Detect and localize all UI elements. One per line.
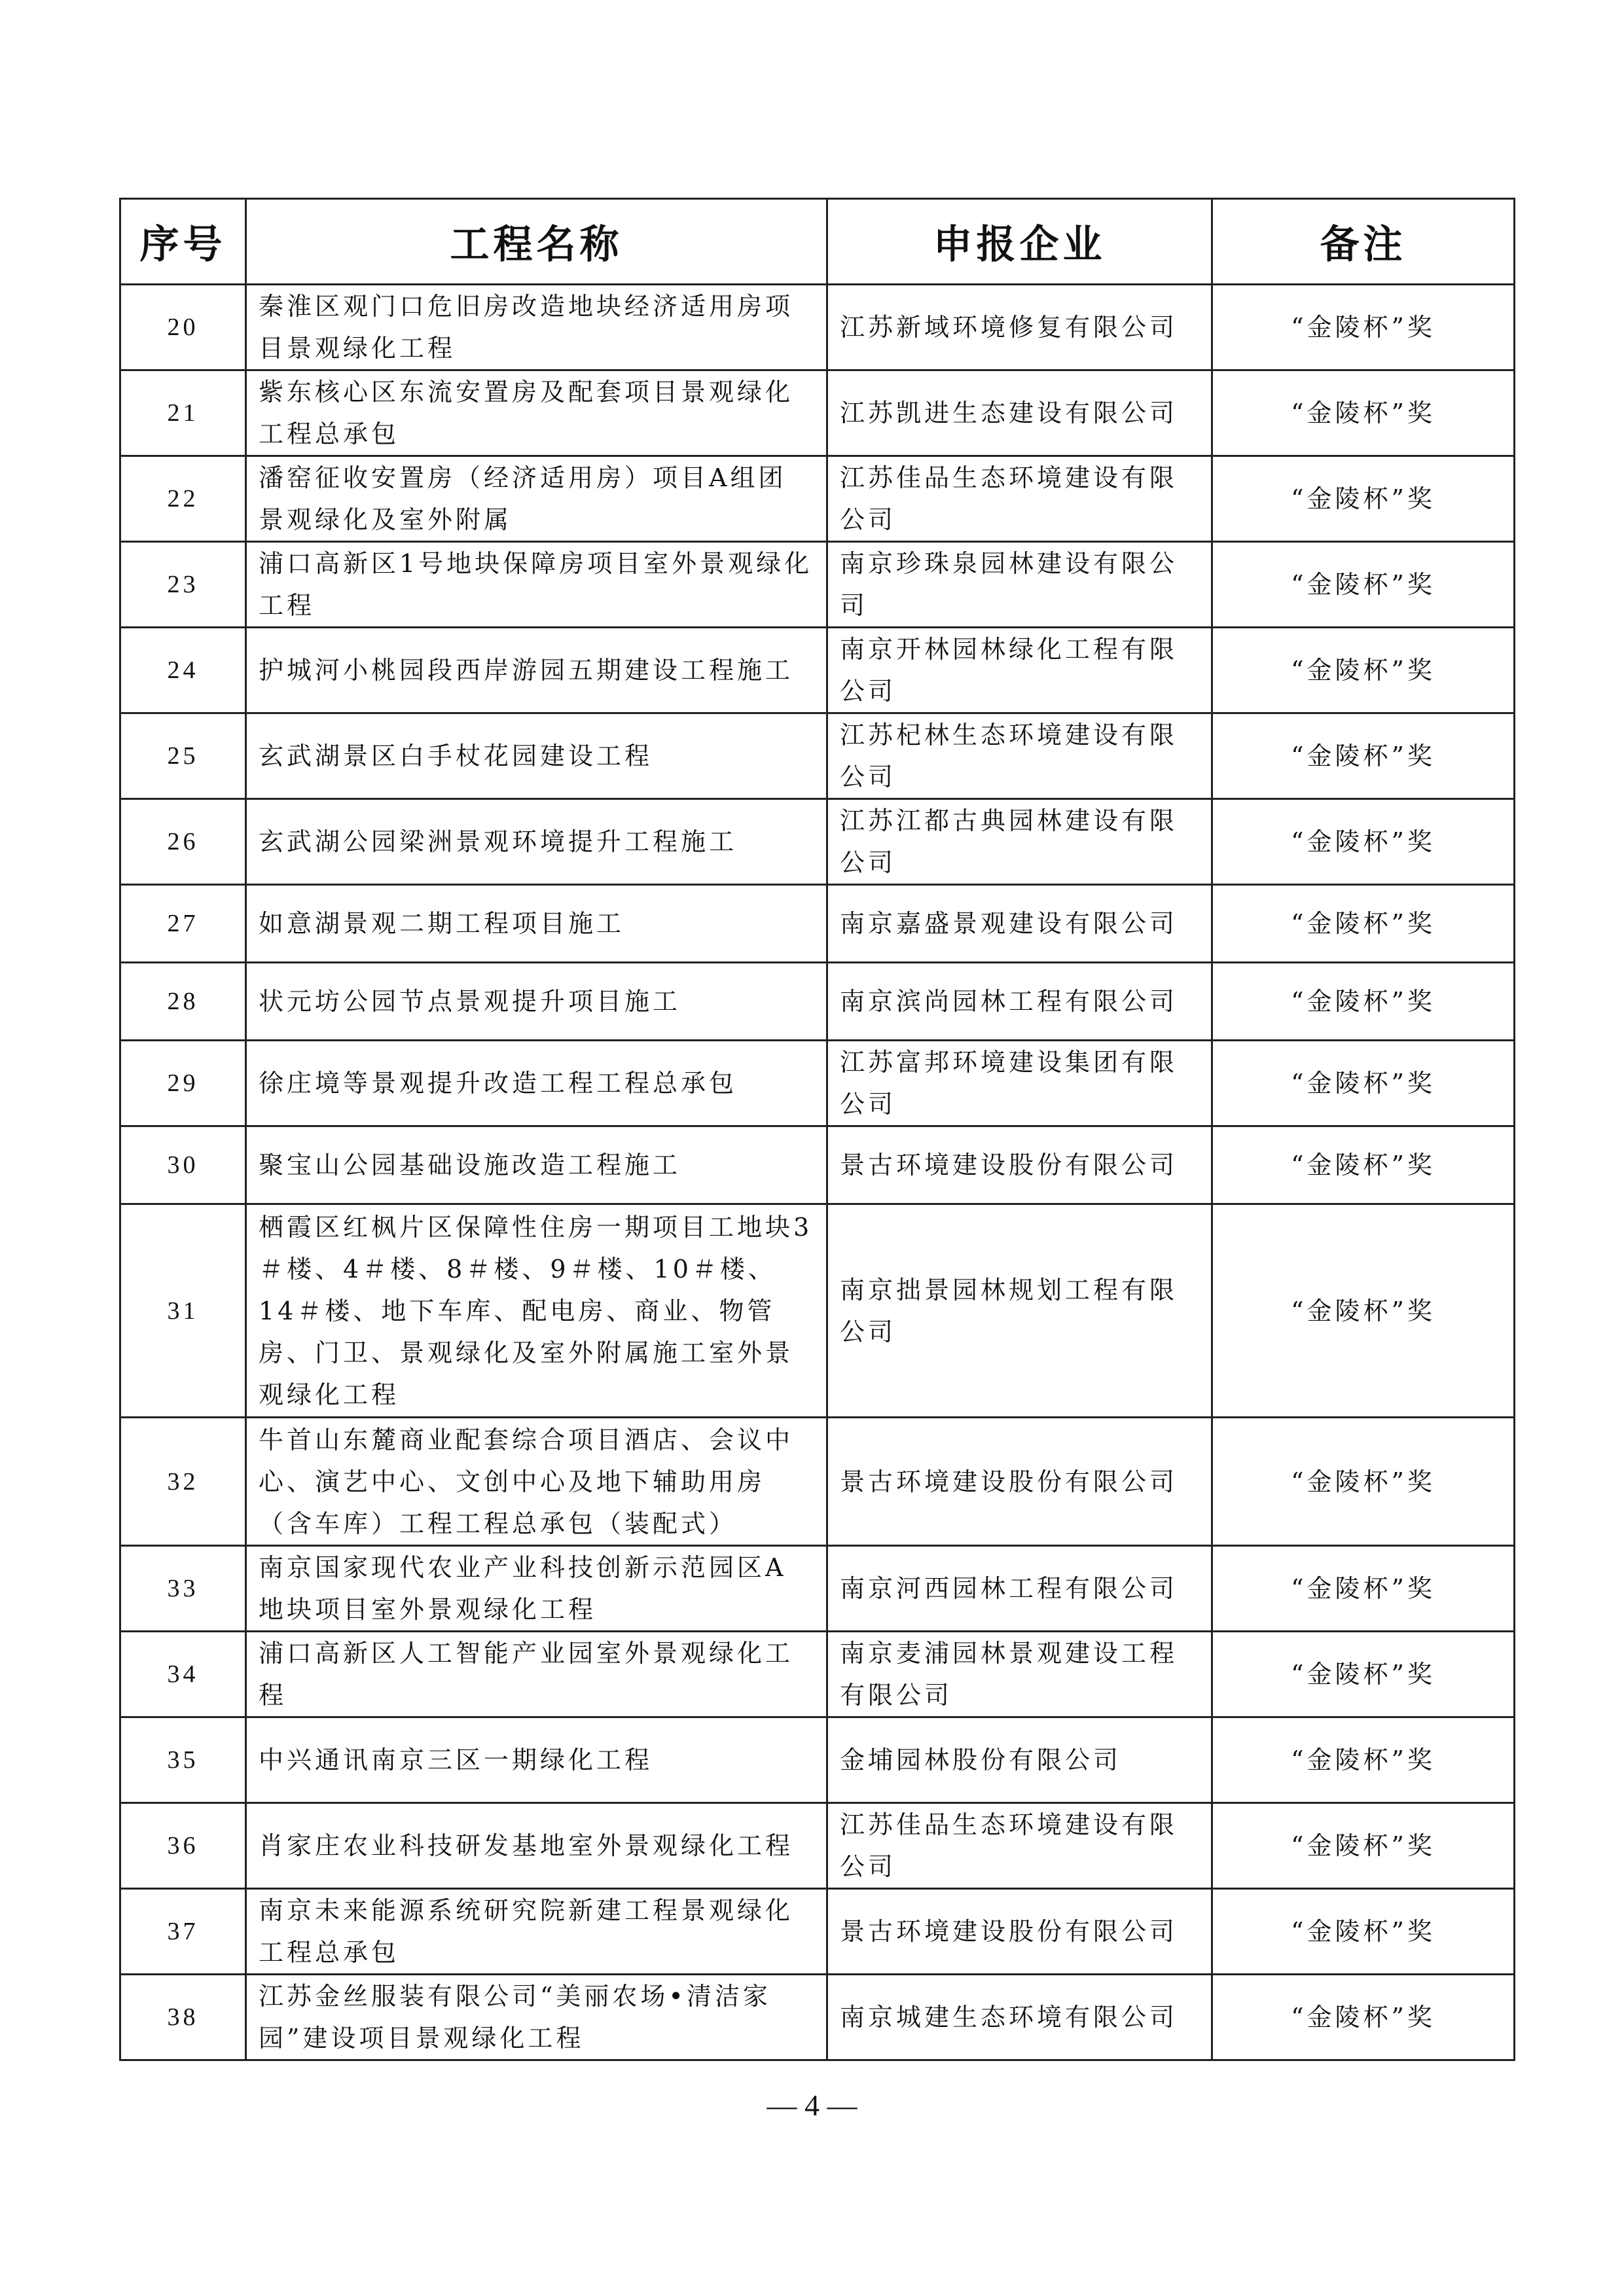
row-remarks: “金陵杯”奖 [1212,1546,1515,1632]
row-applicant-company: 南京城建生态环境有限公司 [827,1975,1212,2060]
table-row [120,1632,1515,1717]
table-row [120,1975,1515,2060]
row-applicant-company: 江苏杞林生态环境建设有限公司 [827,713,1212,799]
row-applicant-company: 南京河西园林工程有限公司 [827,1546,1212,1632]
row-applicant-company: 江苏富邦环境建设集团有限公司 [827,1041,1212,1126]
row-applicant-company: 金埔园林股份有限公司 [827,1717,1212,1803]
row-remarks: “金陵杯”奖 [1212,285,1515,370]
row-serial-number: 35 [120,1717,246,1803]
row-remarks: “金陵杯”奖 [1212,885,1515,963]
row-project-name: 秦淮区观门口危旧房改造地块经济适用房项目景观绿化工程 [246,285,827,370]
table-row [120,799,1515,885]
row-applicant-company: 江苏新域环境修复有限公司 [827,285,1212,370]
row-applicant-company: 南京拙景园林规划工程有限公司 [827,1204,1212,1418]
table-row [120,1889,1515,1975]
row-remarks: “金陵杯”奖 [1212,1041,1515,1126]
row-serial-number: 24 [120,628,246,713]
row-serial-number: 29 [120,1041,246,1126]
row-project-name: 南京未来能源系统研究院新建工程景观绿化工程总承包 [246,1889,827,1975]
row-applicant-company: 南京开林园林绿化工程有限公司 [827,628,1212,713]
row-serial-number: 32 [120,1418,246,1546]
header-applicant-company: 申报企业 [827,199,1212,285]
header-serial-number: 序号 [120,199,246,285]
row-project-name: 栖霞区红枫片区保障性住房一期项目工地块3＃楼、4＃楼、8＃楼、9＃楼、10＃楼、14＃楼、地下车库、配电房、商业、物管房、门卫、景观绿化及室外附属施工室外景观绿化工程 [246,1204,827,1418]
row-remarks: “金陵杯”奖 [1212,542,1515,628]
row-project-name: 玄武湖公园梁洲景观环境提升工程施工 [246,799,827,885]
table-row [120,542,1515,628]
row-applicant-company: 景古环境建设股份有限公司 [827,1889,1212,1975]
row-serial-number: 27 [120,885,246,963]
row-remarks: “金陵杯”奖 [1212,1126,1515,1204]
row-applicant-company: 江苏江都古典园林建设有限公司 [827,799,1212,885]
row-serial-number: 21 [120,370,246,456]
row-applicant-company: 南京滨尚园林工程有限公司 [827,963,1212,1041]
row-applicant-company: 江苏凯进生态建设有限公司 [827,370,1212,456]
table-row [120,1418,1515,1546]
row-project-name: 聚宝山公园基础设施改造工程施工 [246,1126,827,1204]
row-remarks: “金陵杯”奖 [1212,1975,1515,2060]
row-serial-number: 25 [120,713,246,799]
row-serial-number: 20 [120,285,246,370]
row-project-name: 徐庄境等景观提升改造工程工程总承包 [246,1041,827,1126]
row-remarks: “金陵杯”奖 [1212,799,1515,885]
row-applicant-company: 南京珍珠泉园林建设有限公司 [827,542,1212,628]
row-remarks: “金陵杯”奖 [1212,1803,1515,1889]
row-remarks: “金陵杯”奖 [1212,1717,1515,1803]
row-applicant-company: 景古环境建设股份有限公司 [827,1126,1212,1204]
row-remarks: “金陵杯”奖 [1212,1889,1515,1975]
table-header-row [120,199,1515,285]
row-project-name: 潘窑征收安置房（经济适用房）项目A组团景观绿化及室外附属 [246,456,827,542]
row-project-name: 如意湖景观二期工程项目施工 [246,885,827,963]
row-serial-number: 22 [120,456,246,542]
table-row [120,456,1515,542]
row-applicant-company: 江苏佳品生态环境建设有限公司 [827,1803,1212,1889]
row-remarks: “金陵杯”奖 [1212,1632,1515,1717]
table-row [120,370,1515,456]
header-remarks: 备注 [1212,199,1515,285]
row-project-name: 玄武湖景区白手杖花园建设工程 [246,713,827,799]
table-row [120,1126,1515,1204]
row-remarks: “金陵杯”奖 [1212,456,1515,542]
row-applicant-company: 江苏佳品生态环境建设有限公司 [827,456,1212,542]
row-remarks: “金陵杯”奖 [1212,370,1515,456]
table-row [120,1546,1515,1632]
row-remarks: “金陵杯”奖 [1212,1204,1515,1418]
row-project-name: 肖家庄农业科技研发基地室外景观绿化工程 [246,1803,827,1889]
row-remarks: “金陵杯”奖 [1212,713,1515,799]
header-project-name: 工程名称 [246,199,827,285]
table-row [120,963,1515,1041]
table-row [120,285,1515,370]
row-remarks: “金陵杯”奖 [1212,628,1515,713]
row-serial-number: 23 [120,542,246,628]
row-serial-number: 31 [120,1204,246,1418]
row-project-name: 中兴通讯南京三区一期绿化工程 [246,1717,827,1803]
table-row [120,1041,1515,1126]
row-serial-number: 26 [120,799,246,885]
row-remarks: “金陵杯”奖 [1212,1418,1515,1546]
row-remarks: “金陵杯”奖 [1212,963,1515,1041]
table-row [120,885,1515,963]
row-project-name: 状元坊公园节点景观提升项目施工 [246,963,827,1041]
table-row [120,1717,1515,1803]
row-serial-number: 38 [120,1975,246,2060]
row-serial-number: 34 [120,1632,246,1717]
row-project-name: 南京国家现代农业产业科技创新示范园区A地块项目室外景观绿化工程 [246,1546,827,1632]
row-project-name: 牛首山东麓商业配套综合项目酒店、会议中心、演艺中心、文创中心及地下辅助用房（含车库）工程工程总承包（装配式） [246,1418,827,1546]
row-serial-number: 28 [120,963,246,1041]
table-row [120,628,1515,713]
row-serial-number: 36 [120,1803,246,1889]
table-row [120,1204,1515,1418]
row-serial-number: 30 [120,1126,246,1204]
table-row [120,713,1515,799]
row-serial-number: 37 [120,1889,246,1975]
row-applicant-company: 南京嘉盛景观建设有限公司 [827,885,1212,963]
row-project-name: 紫东核心区东流安置房及配套项目景观绿化工程总承包 [246,370,827,456]
row-project-name: 护城河小桃园段西岸游园五期建设工程施工 [246,628,827,713]
row-project-name: 江苏金丝服装有限公司“美丽农场•清洁家园”建设项目景观绿化工程 [246,1975,827,2060]
table-row [120,1803,1515,1889]
row-project-name: 浦口高新区1号地块保障房项目室外景观绿化工程 [246,542,827,628]
page-number: — 4 — [767,2089,857,2122]
row-applicant-company: 南京麦浦园林景观建设工程有限公司 [827,1632,1212,1717]
row-applicant-company: 景古环境建设股份有限公司 [827,1418,1212,1546]
row-serial-number: 33 [120,1546,246,1632]
awards-table [119,198,1515,2061]
row-project-name: 浦口高新区人工智能产业园室外景观绿化工程 [246,1632,827,1717]
